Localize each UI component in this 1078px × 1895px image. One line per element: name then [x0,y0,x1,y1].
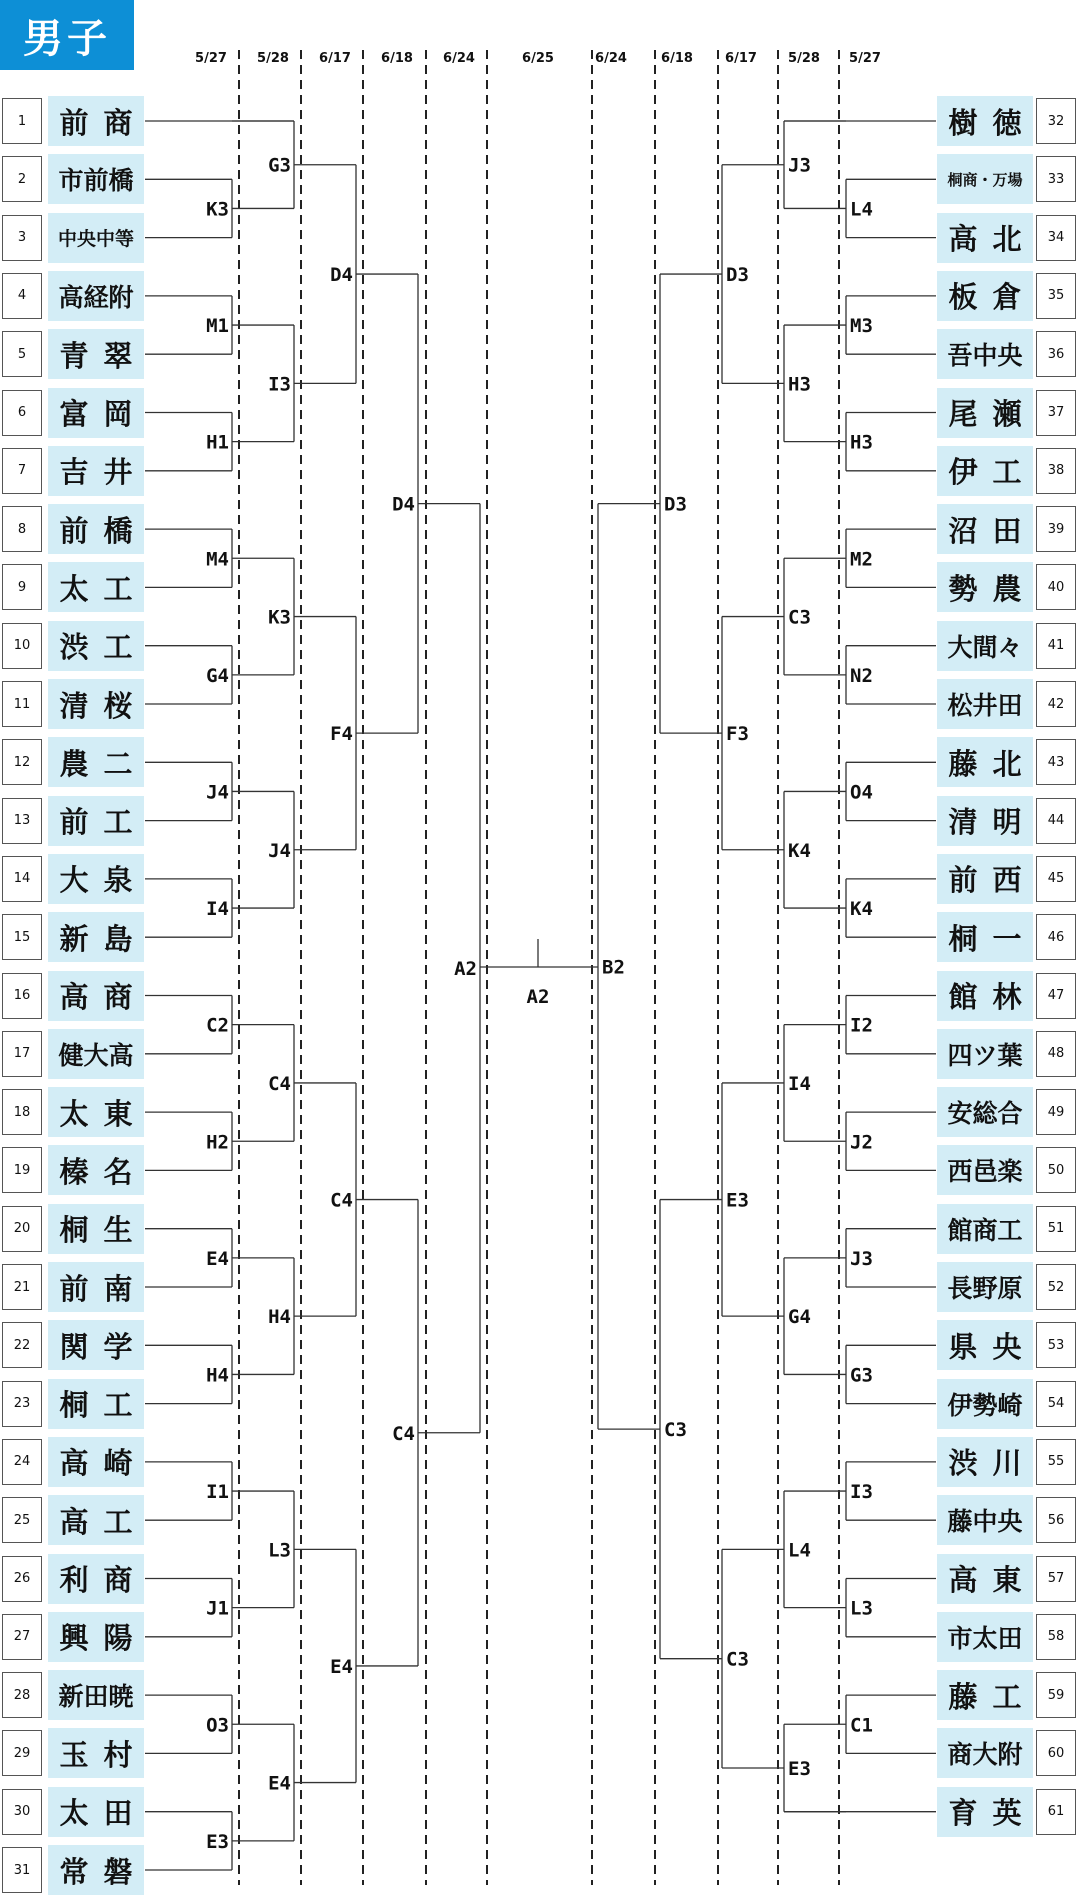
seed-number: 43 [1036,739,1076,785]
seed-number: 45 [1036,856,1076,902]
match-code: O3 [206,1714,229,1737]
team-name: 伊 工 [937,446,1033,496]
match-code: C4 [330,1189,353,1212]
team-name: 健大高 [48,1029,144,1079]
match-code: H2 [206,1131,229,1154]
seed-number: 31 [2,1847,42,1893]
match-code: L4 [850,198,873,221]
seed-number: 15 [2,914,42,960]
seed-number: 40 [1036,564,1076,610]
seed-number: 50 [1036,1147,1076,1193]
team-name: 高 崎 [48,1437,144,1487]
seed-number: 41 [1036,623,1076,669]
match-code: E4 [206,1247,229,1270]
team-name: 藤 工 [937,1670,1033,1720]
date-label: 5/27 [849,51,881,66]
match-code: E3 [726,1189,749,1212]
seed-number: 33 [1036,156,1076,202]
seed-number: 39 [1036,506,1076,552]
team-name: 興 陽 [48,1612,144,1662]
match-code: C3 [726,1648,749,1671]
team-name: 高 北 [937,213,1033,263]
match-code: C1 [850,1714,873,1737]
match-code: L3 [268,1539,291,1562]
seed-number: 13 [2,798,42,844]
team-name: 吉 井 [48,446,144,496]
match-code: H1 [206,431,229,454]
seed-number: 42 [1036,681,1076,727]
match-code: J3 [788,154,811,177]
seed-number: 47 [1036,973,1076,1019]
match-code: I4 [788,1072,811,1095]
match-code: E3 [788,1757,811,1780]
match-code: H4 [206,1364,229,1387]
team-name: 関 学 [48,1320,144,1370]
team-name: 商大附 [937,1728,1033,1778]
seed-number: 3 [2,215,42,261]
seed-number: 46 [1036,914,1076,960]
date-label: 6/18 [661,51,693,66]
match-code: D3 [664,493,687,516]
match-code: K3 [206,198,229,221]
seed-number: 32 [1036,98,1076,144]
team-name: 常 磐 [48,1845,144,1895]
team-name: 館商工 [937,1204,1033,1254]
match-code: I4 [206,898,229,921]
seed-number: 16 [2,973,42,1019]
match-code: L3 [850,1597,873,1620]
match-code: C3 [664,1419,687,1442]
team-name: 館 林 [937,971,1033,1021]
team-name: 高 商 [48,971,144,1021]
team-name: 桐 一 [937,912,1033,962]
team-name: 太 工 [48,562,144,612]
seed-number: 37 [1036,390,1076,436]
seed-number: 30 [2,1789,42,1835]
team-name: 利 商 [48,1554,144,1604]
team-name: 市前橋 [48,154,144,204]
seed-number: 38 [1036,448,1076,494]
match-code: A2 [526,986,550,1008]
match-code: E4 [268,1772,291,1795]
seed-number: 28 [2,1672,42,1718]
match-code: M3 [850,315,873,338]
seed-number: 56 [1036,1497,1076,1543]
match-code: I1 [206,1481,229,1504]
seed-number: 61 [1036,1789,1076,1835]
team-name: 桐 生 [48,1204,144,1254]
team-name: 育 英 [937,1787,1033,1837]
match-code: C2 [206,1014,229,1037]
team-name: 大 泉 [48,854,144,904]
team-name: 渋 川 [937,1437,1033,1487]
team-name: 高経附 [48,271,144,321]
team-name: 高 東 [937,1554,1033,1604]
date-label: 5/28 [788,51,820,66]
match-code: N2 [850,664,873,687]
team-name: 大間々 [937,621,1033,671]
match-code: A2 [454,958,477,981]
match-code: G4 [206,664,229,687]
match-code: G4 [788,1306,811,1329]
seed-number: 49 [1036,1089,1076,1135]
team-name: 前 南 [48,1262,144,1312]
seed-number: 10 [2,623,42,669]
seed-number: 9 [2,564,42,610]
seed-number: 12 [2,739,42,785]
team-name: 農 二 [48,737,144,787]
seed-number: 35 [1036,273,1076,319]
team-name: 藤 北 [937,737,1033,787]
team-name: 前 橋 [48,504,144,554]
seed-number: 53 [1036,1322,1076,1368]
match-code: I3 [850,1481,873,1504]
team-name: 渋 工 [48,621,144,671]
seed-number: 11 [2,681,42,727]
seed-number: 57 [1036,1556,1076,1602]
team-name: 西邑楽 [937,1145,1033,1195]
match-code: G3 [850,1364,873,1387]
match-code: H3 [788,373,811,396]
team-name: 新田暁 [48,1670,144,1720]
seed-number: 23 [2,1381,42,1427]
team-name: 太 田 [48,1787,144,1837]
match-code: I3 [268,373,291,396]
team-name: 前 工 [48,796,144,846]
seed-number: 27 [2,1614,42,1660]
match-code: J2 [850,1131,873,1154]
seed-number: 51 [1036,1206,1076,1252]
seed-number: 20 [2,1206,42,1252]
seed-number: 44 [1036,798,1076,844]
seed-number: 34 [1036,215,1076,261]
team-name: 清 明 [937,796,1033,846]
date-label: 6/24 [443,51,475,66]
team-name: 四ツ葉 [937,1029,1033,1079]
seed-number: 60 [1036,1730,1076,1776]
seed-number: 17 [2,1031,42,1077]
seed-number: 2 [2,156,42,202]
seed-number: 19 [2,1147,42,1193]
match-code: F4 [330,723,353,746]
team-name: 尾 瀬 [937,388,1033,438]
match-code: J3 [850,1247,873,1270]
team-name: 桐 工 [48,1379,144,1429]
team-name: 市太田 [937,1612,1033,1662]
match-code: L4 [788,1539,811,1562]
team-name: 清 桜 [48,679,144,729]
seed-number: 1 [2,98,42,144]
seed-number: 8 [2,506,42,552]
match-code: J4 [206,781,229,804]
team-name: 安総合 [937,1087,1033,1137]
date-label: 5/27 [195,51,227,66]
seed-number: 55 [1036,1439,1076,1485]
match-code: H4 [268,1306,291,1329]
seed-number: 26 [2,1556,42,1602]
match-code: M1 [206,315,229,338]
match-code: D3 [726,264,749,287]
team-name: 新 島 [48,912,144,962]
seed-number: 25 [2,1497,42,1543]
team-name: 吾中央 [937,329,1033,379]
seed-number: 21 [2,1264,42,1310]
match-code: H3 [850,431,873,454]
date-label: 6/25 [522,51,554,66]
team-name: 沼 田 [937,504,1033,554]
date-label: 6/24 [595,51,627,66]
match-code: F3 [726,723,749,746]
match-code: I2 [850,1014,873,1037]
team-name: 富 岡 [48,388,144,438]
match-code: M2 [850,548,873,571]
team-name: 中央中等 [48,213,144,263]
seed-number: 4 [2,273,42,319]
seed-number: 14 [2,856,42,902]
match-code: D4 [330,264,353,287]
match-code: J1 [206,1597,229,1620]
match-code: C3 [788,606,811,629]
seed-number: 7 [2,448,42,494]
match-code: J4 [268,839,291,862]
seed-number: 54 [1036,1381,1076,1427]
team-name: 太 東 [48,1087,144,1137]
division-title: 男子 [0,0,134,70]
team-name: 松井田 [937,679,1033,729]
date-label: 6/18 [381,51,413,66]
match-code: E4 [330,1655,353,1678]
seed-number: 59 [1036,1672,1076,1718]
match-code: C4 [268,1072,291,1095]
date-label: 5/28 [257,51,289,66]
match-code: K4 [788,839,811,862]
team-name: 県 央 [937,1320,1033,1370]
seed-number: 58 [1036,1614,1076,1660]
match-code: K3 [268,606,291,629]
seed-number: 6 [2,390,42,436]
match-code: K4 [850,898,873,921]
team-name: 前 商 [48,96,144,146]
seed-number: 52 [1036,1264,1076,1310]
team-name: 高 工 [48,1495,144,1545]
seed-number: 36 [1036,331,1076,377]
team-name: 玉 村 [48,1728,144,1778]
team-name: 前 西 [937,854,1033,904]
seed-number: 24 [2,1439,42,1485]
seed-number: 5 [2,331,42,377]
match-code: B2 [602,956,625,979]
match-code: G3 [268,154,291,177]
match-code: M4 [206,548,229,571]
match-code: E3 [206,1830,229,1853]
team-name: 榛 名 [48,1145,144,1195]
match-code: D4 [392,493,415,516]
seed-number: 48 [1036,1031,1076,1077]
match-code: O4 [850,781,873,804]
match-code: C4 [392,1422,415,1445]
team-name: 藤中央 [937,1495,1033,1545]
match-codes [206,155,873,1853]
team-name: 長野原 [937,1262,1033,1312]
seed-number: 29 [2,1730,42,1776]
team-name: 樹 徳 [937,96,1033,146]
seed-number: 22 [2,1322,42,1368]
team-name: 伊勢崎 [937,1379,1033,1429]
team-name: 勢 農 [937,562,1033,612]
team-name: 桐商・万場 [937,154,1033,204]
date-label: 6/17 [319,51,351,66]
team-name: 板 倉 [937,271,1033,321]
date-label: 6/17 [725,51,757,66]
team-name: 青 翠 [48,329,144,379]
seed-number: 18 [2,1089,42,1135]
